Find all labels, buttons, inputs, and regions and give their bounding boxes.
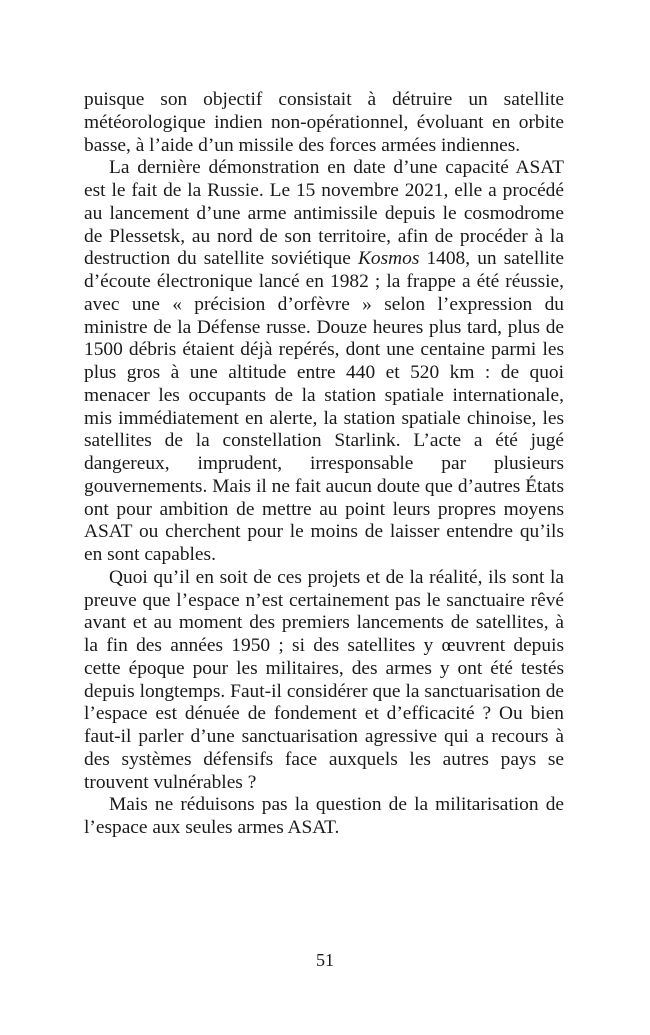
paragraph-2 bbox=[84, 157, 564, 567]
paragraph-3-text: Quoi qu’il en soit de ces projets et de la réalité, ils sont la preuve que l’espace n’est certainement pas le sanctuaire rêvé avant et au moment des premiers lancements de satellites, à la fin des années 1950 ; si des satellites y œuvrent depuis cette époque pour les militaires, des armes y ont été testés depuis longtemps. Faut-il considérer que la sanctuarisation de l’espace est dénuée de fondement et d’efficacité ? Ou bien faut-il parler d’une sanctuarisation agressive qui a recours à des systèmes défensifs face auxquels les autres pays se trouvent vulnérables ? bbox=[84, 566, 564, 793]
body-text bbox=[84, 89, 564, 840]
paragraph-4-text: Mais ne réduisons pas la question de la militarisation de l’espace aux seules armes ASAT. bbox=[84, 794, 564, 838]
paragraph-3 bbox=[84, 567, 564, 795]
paragraph-2-text-end: 1408, un satellite d’écoute électronique lancé en 1982 ; la frappe a été réussie, avec une « précision d’orfèvre » selon l’expression du ministre de la Défense russe. Douze heures plus tard, plus de 1500 débris étaient déjà repérés, dont une centaine parmi les plus gros à une altitude entre 440 et 520 km : de quoi menacer les occupants de la station spatiale internationale, mis immédiatement en alerte, la station spatiale chinoise, les satellites de la constellation Starlink. L’acte a été jugé dangereux, imprudent, irresponsable par plusieurs gouvernements. Mais il ne fait aucun doute que d’autres États ont pour ambition de mettre au point leurs propres moyens ASAT ou cherchent pour le moins de laisser entendre qu’ils en sont capables. bbox=[84, 248, 564, 565]
paragraph-2-italic-kosmos: Kosmos bbox=[357, 248, 420, 270]
paragraph-2-text-start: La dernière démonstration en date d’une capacité ASAT est le fait de la Russie. Le 15 novembre 2021, elle a procédé au lancement d’une arme antimissile depuis le cosmodrome de Plessetsk, au nord de son territoire, afin de procéder à la destruction du satellite soviétique bbox=[84, 157, 564, 270]
paragraph-4 bbox=[84, 794, 564, 840]
paragraph-1 bbox=[84, 89, 564, 157]
page-number: 51 bbox=[316, 950, 334, 970]
paragraph-1-text: puisque son objectif consistait à détruire un satellite météorologique indien non-opérationnel, évoluant en orbite basse, à l’aide d’un missile des forces armées indiennes. bbox=[84, 89, 564, 156]
